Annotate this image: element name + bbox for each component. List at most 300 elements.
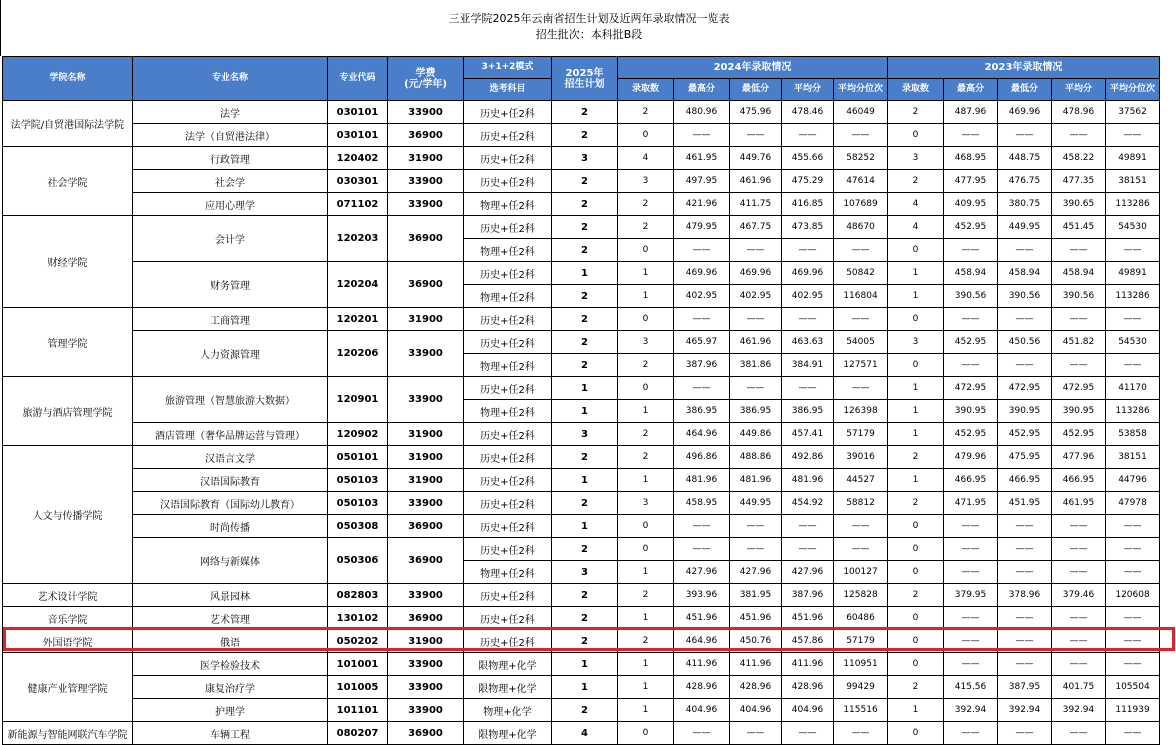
subject-requirement: 历史+任2科 bbox=[464, 262, 552, 285]
2024-min: 386.95 bbox=[730, 400, 782, 423]
plan-count: 1 bbox=[552, 653, 618, 676]
header-mode: 3+1+2模式 bbox=[464, 57, 552, 79]
2024-avg-rank: 50842 bbox=[834, 262, 888, 285]
tuition-fee: 33900 bbox=[388, 331, 464, 377]
major-code: 120402 bbox=[328, 147, 388, 170]
2023-max: —— bbox=[944, 653, 998, 676]
2024-avg: 404.96 bbox=[782, 699, 834, 722]
header-code: 专业代码 bbox=[328, 57, 388, 101]
2023-avg: —— bbox=[1052, 354, 1106, 377]
plan-count: 1 bbox=[552, 515, 618, 538]
2023-admitted: 0 bbox=[888, 561, 944, 584]
2023-max: —— bbox=[944, 239, 998, 262]
subject-requirement: 历史+任2科 bbox=[464, 538, 552, 561]
major-code: 030101 bbox=[328, 101, 388, 124]
table-row bbox=[3, 538, 1176, 561]
2024-avg: 454.92 bbox=[782, 492, 834, 515]
2023-avg-rank: 38151 bbox=[1106, 446, 1160, 469]
header-2024-min: 最低分 bbox=[730, 79, 782, 101]
2024-avg: —— bbox=[782, 377, 834, 400]
2024-admitted: 1 bbox=[618, 561, 674, 584]
2024-avg: 463.63 bbox=[782, 331, 834, 354]
subject-requirement: 历史+任2科 bbox=[464, 607, 552, 630]
2023-min: 472.95 bbox=[998, 377, 1052, 400]
2023-avg: —— bbox=[1052, 630, 1106, 653]
major-code: 050202 bbox=[328, 630, 388, 653]
2023-min: —— bbox=[998, 561, 1052, 584]
2023-max: —— bbox=[944, 124, 998, 147]
2023-avg-rank: 54530 bbox=[1106, 216, 1160, 239]
table-row bbox=[3, 515, 1176, 538]
2023-max: 458.94 bbox=[944, 262, 998, 285]
plan-count: 2 bbox=[552, 584, 618, 607]
major-code: 120203 bbox=[328, 216, 388, 262]
2024-min: —— bbox=[730, 124, 782, 147]
college-name: 财经学院 bbox=[3, 216, 133, 308]
2024-max: —— bbox=[674, 239, 730, 262]
2024-avg: 386.95 bbox=[782, 400, 834, 423]
2024-avg: 457.86 bbox=[782, 630, 834, 653]
2024-avg: 469.96 bbox=[782, 262, 834, 285]
2023-avg-rank: 47978 bbox=[1106, 492, 1160, 515]
subject-requirement: 历史+任2科 bbox=[464, 515, 552, 538]
2024-admitted: 2 bbox=[618, 101, 674, 124]
2023-min: —— bbox=[998, 515, 1052, 538]
2024-min: —— bbox=[730, 239, 782, 262]
table-body bbox=[3, 101, 1176, 745]
2023-admitted: 1 bbox=[888, 377, 944, 400]
2023-min: 380.75 bbox=[998, 193, 1052, 216]
table-row bbox=[3, 147, 1176, 170]
2024-min: 381.95 bbox=[730, 584, 782, 607]
2023-min: 466.95 bbox=[998, 469, 1052, 492]
college-name: 社会学院 bbox=[3, 147, 133, 216]
major-code: 120206 bbox=[328, 331, 388, 377]
table-row bbox=[3, 423, 1176, 446]
2024-avg: 387.96 bbox=[782, 584, 834, 607]
2023-min: 387.95 bbox=[998, 676, 1052, 699]
2024-admitted: 1 bbox=[618, 285, 674, 308]
2023-avg: 379.46 bbox=[1052, 584, 1106, 607]
2024-min: 461.96 bbox=[730, 331, 782, 354]
2023-avg-rank: —— bbox=[1106, 124, 1160, 147]
plan-count: 2 bbox=[552, 446, 618, 469]
admission-table bbox=[2, 56, 1176, 745]
2023-max: 452.95 bbox=[944, 423, 998, 446]
table-row bbox=[3, 630, 1176, 653]
2024-min: 450.76 bbox=[730, 630, 782, 653]
2024-max: —— bbox=[674, 538, 730, 561]
2024-avg: —— bbox=[782, 722, 834, 745]
header-fee-unit: (元/学年) bbox=[404, 79, 447, 90]
2023-avg-rank: —— bbox=[1106, 722, 1160, 745]
2024-max: 481.96 bbox=[674, 469, 730, 492]
2023-admitted: 2 bbox=[888, 584, 944, 607]
major-name: 俄语 bbox=[133, 630, 328, 653]
plan-count: 2 bbox=[552, 492, 618, 515]
2023-admitted: 0 bbox=[888, 239, 944, 262]
2024-admitted: 3 bbox=[618, 492, 674, 515]
2024-avg: 473.85 bbox=[782, 216, 834, 239]
2024-avg-rank: —— bbox=[834, 515, 888, 538]
2023-admitted: 2 bbox=[888, 492, 944, 515]
2024-admitted: 4 bbox=[618, 147, 674, 170]
2023-min: —— bbox=[998, 653, 1052, 676]
2024-max: 387.96 bbox=[674, 354, 730, 377]
2024-avg-rank: —— bbox=[834, 722, 888, 745]
college-name: 外国语学院 bbox=[3, 630, 133, 653]
tuition-fee: 36900 bbox=[388, 216, 464, 262]
major-code: 050103 bbox=[328, 469, 388, 492]
2023-avg: 392.94 bbox=[1052, 699, 1106, 722]
2023-max: 472.95 bbox=[944, 377, 998, 400]
subject-requirement: 历史+任2科 bbox=[464, 124, 552, 147]
major-code: 071102 bbox=[328, 193, 388, 216]
2023-min: 390.56 bbox=[998, 285, 1052, 308]
plan-count: 2 bbox=[552, 285, 618, 308]
2023-avg-rank: 113286 bbox=[1106, 400, 1160, 423]
header-2024-avg-rank: 平均分位次 bbox=[834, 79, 888, 101]
tuition-fee: 36900 bbox=[388, 722, 464, 745]
2023-avg-rank: —— bbox=[1106, 308, 1160, 331]
2024-avg: 492.86 bbox=[782, 446, 834, 469]
2024-avg: —— bbox=[782, 308, 834, 331]
2023-min: —— bbox=[998, 538, 1052, 561]
2024-avg-rank: 58812 bbox=[834, 492, 888, 515]
2024-max: 404.96 bbox=[674, 699, 730, 722]
2023-avg: —— bbox=[1052, 124, 1106, 147]
2023-admitted: 0 bbox=[888, 124, 944, 147]
header-college: 学院名称 bbox=[3, 57, 133, 101]
header-2024-admitted: 录取数 bbox=[618, 79, 674, 101]
2024-max: 428.96 bbox=[674, 676, 730, 699]
2024-admitted: 0 bbox=[618, 124, 674, 147]
table-row bbox=[3, 124, 1176, 147]
table-row bbox=[3, 492, 1176, 515]
major-name: 康复治疗学 bbox=[133, 676, 328, 699]
2023-avg-rank: —— bbox=[1106, 239, 1160, 262]
2023-avg: —— bbox=[1052, 515, 1106, 538]
2023-max: 390.56 bbox=[944, 285, 998, 308]
tuition-fee: 33900 bbox=[388, 584, 464, 607]
plan-count: 2 bbox=[552, 170, 618, 193]
subject-requirement: 限物理+化学 bbox=[464, 722, 552, 745]
2023-max: —— bbox=[944, 561, 998, 584]
2023-admitted: 1 bbox=[888, 400, 944, 423]
header-2023-avg-rank: 平均分位次 bbox=[1106, 79, 1160, 101]
2024-admitted: 3 bbox=[618, 331, 674, 354]
2023-avg-rank: —— bbox=[1106, 630, 1160, 653]
plan-count: 4 bbox=[552, 722, 618, 745]
2023-min: 378.96 bbox=[998, 584, 1052, 607]
tuition-fee: 36900 bbox=[388, 515, 464, 538]
2024-admitted: 1 bbox=[618, 400, 674, 423]
2023-admitted: 0 bbox=[888, 607, 944, 630]
2024-min: 428.96 bbox=[730, 676, 782, 699]
2024-max: 386.95 bbox=[674, 400, 730, 423]
table-row bbox=[3, 446, 1176, 469]
tuition-fee: 33900 bbox=[388, 676, 464, 699]
2024-avg-rank: 44527 bbox=[834, 469, 888, 492]
tuition-fee: 33900 bbox=[388, 193, 464, 216]
2024-avg-rank: —— bbox=[834, 124, 888, 147]
major-code: 130102 bbox=[328, 607, 388, 630]
header-plan-label: 招生计划 bbox=[565, 79, 605, 90]
table-row bbox=[3, 653, 1176, 676]
major-name: 时尚传播 bbox=[133, 515, 328, 538]
2023-min: 392.94 bbox=[998, 699, 1052, 722]
2023-admitted: 0 bbox=[888, 515, 944, 538]
2024-admitted: 2 bbox=[618, 354, 674, 377]
2024-min: 461.96 bbox=[730, 170, 782, 193]
college-name: 健康产业管理学院 bbox=[3, 653, 133, 722]
tuition-fee: 31900 bbox=[388, 423, 464, 446]
2024-admitted: 0 bbox=[618, 308, 674, 331]
2024-min: 449.95 bbox=[730, 492, 782, 515]
2023-admitted: 1 bbox=[888, 469, 944, 492]
2024-min: 411.96 bbox=[730, 653, 782, 676]
tuition-fee: 31900 bbox=[388, 308, 464, 331]
plan-count: 2 bbox=[552, 193, 618, 216]
2024-avg-rank: 48670 bbox=[834, 216, 888, 239]
subject-requirement: 历史+任2科 bbox=[464, 101, 552, 124]
table-row bbox=[3, 584, 1176, 607]
2023-min: —— bbox=[998, 308, 1052, 331]
subject-requirement: 物理+任2科 bbox=[464, 354, 552, 377]
2024-avg-rank: 107689 bbox=[834, 193, 888, 216]
major-name: 法学（自贸港法律） bbox=[133, 124, 328, 147]
2023-avg-rank: —— bbox=[1106, 561, 1160, 584]
2023-avg: —— bbox=[1052, 561, 1106, 584]
2023-min: 390.95 bbox=[998, 400, 1052, 423]
2024-admitted: 2 bbox=[618, 193, 674, 216]
plan-count: 3 bbox=[552, 561, 618, 584]
major-name: 汉语言文学 bbox=[133, 446, 328, 469]
header-2023-admitted: 录取数 bbox=[888, 79, 944, 101]
2024-avg: 428.96 bbox=[782, 676, 834, 699]
2024-admitted: 2 bbox=[618, 446, 674, 469]
2024-admitted: 1 bbox=[618, 676, 674, 699]
major-name: 酒店管理（奢华品牌运营与管理） bbox=[133, 423, 328, 446]
tuition-fee: 36900 bbox=[388, 262, 464, 308]
header-2023-max: 最高分 bbox=[944, 79, 998, 101]
2023-max: 477.95 bbox=[944, 170, 998, 193]
2023-min: 475.95 bbox=[998, 446, 1052, 469]
2024-max: 479.95 bbox=[674, 216, 730, 239]
2023-avg: —— bbox=[1052, 538, 1106, 561]
major-name: 车辆工程 bbox=[133, 722, 328, 745]
2023-avg: —— bbox=[1052, 308, 1106, 331]
2024-admitted: 1 bbox=[618, 699, 674, 722]
2023-avg-rank: —— bbox=[1106, 354, 1160, 377]
2024-min: 427.96 bbox=[730, 561, 782, 584]
2023-avg: —— bbox=[1052, 653, 1106, 676]
table-row bbox=[3, 193, 1176, 216]
2023-avg: 478.96 bbox=[1052, 101, 1106, 124]
admission-batch: 招生批次：本科批B段 bbox=[1, 26, 1176, 42]
2023-admitted: 4 bbox=[888, 193, 944, 216]
2024-avg-rank: 60486 bbox=[834, 607, 888, 630]
2024-admitted: 1 bbox=[618, 262, 674, 285]
major-name: 汉语国际教育（国际幼儿教育） bbox=[133, 492, 328, 515]
2024-avg-rank: 46049 bbox=[834, 101, 888, 124]
2023-max: 409.95 bbox=[944, 193, 998, 216]
tuition-fee: 33900 bbox=[388, 101, 464, 124]
2023-avg: 390.65 bbox=[1052, 193, 1106, 216]
2023-max: 452.95 bbox=[944, 216, 998, 239]
subject-requirement: 历史+任2科 bbox=[464, 584, 552, 607]
2023-min: 450.56 bbox=[998, 331, 1052, 354]
plan-count: 3 bbox=[552, 423, 618, 446]
2023-avg-rank: 49891 bbox=[1106, 262, 1160, 285]
major-name: 会计学 bbox=[133, 216, 328, 262]
2023-max: 390.95 bbox=[944, 400, 998, 423]
2024-min: —— bbox=[730, 538, 782, 561]
college-name: 法学院/自贸港国际法学院 bbox=[3, 101, 133, 147]
plan-count: 2 bbox=[552, 354, 618, 377]
2024-min: 469.96 bbox=[730, 262, 782, 285]
college-name: 人文与传播学院 bbox=[3, 446, 133, 584]
2023-max: —— bbox=[944, 607, 998, 630]
2024-avg: —— bbox=[782, 515, 834, 538]
plan-count: 1 bbox=[552, 400, 618, 423]
2024-avg: —— bbox=[782, 239, 834, 262]
plan-count: 2 bbox=[552, 239, 618, 262]
2023-min: —— bbox=[998, 124, 1052, 147]
2023-avg-rank: 44796 bbox=[1106, 469, 1160, 492]
2023-max: —— bbox=[944, 722, 998, 745]
2024-admitted: 1 bbox=[618, 653, 674, 676]
major-code: 050101 bbox=[328, 446, 388, 469]
2023-avg-rank: 38151 bbox=[1106, 170, 1160, 193]
major-name: 人力资源管理 bbox=[133, 331, 328, 377]
plan-count: 2 bbox=[552, 124, 618, 147]
table-row bbox=[3, 469, 1176, 492]
major-name: 应用心理学 bbox=[133, 193, 328, 216]
2023-avg: —— bbox=[1052, 239, 1106, 262]
college-name: 旅游与酒店管理学院 bbox=[3, 377, 133, 446]
subject-requirement: 物理+任2科 bbox=[464, 561, 552, 584]
2023-avg-rank: 113286 bbox=[1106, 285, 1160, 308]
major-code: 120201 bbox=[328, 308, 388, 331]
2024-admitted: 3 bbox=[618, 170, 674, 193]
major-code: 120902 bbox=[328, 423, 388, 446]
subject-requirement: 历史+任2科 bbox=[464, 492, 552, 515]
table-title: 三亚学院2025年云南省招生计划及近两年录取情况一览表 bbox=[1, 10, 1176, 26]
2023-avg: 390.56 bbox=[1052, 285, 1106, 308]
subject-requirement: 历史+任2科 bbox=[464, 147, 552, 170]
major-name: 护理学 bbox=[133, 699, 328, 722]
2023-avg: 461.95 bbox=[1052, 492, 1106, 515]
2024-avg: 451.96 bbox=[782, 607, 834, 630]
subject-requirement: 限物理+化学 bbox=[464, 676, 552, 699]
2023-admitted: 0 bbox=[888, 538, 944, 561]
2023-admitted: 3 bbox=[888, 331, 944, 354]
2023-max: 466.95 bbox=[944, 469, 998, 492]
subject-requirement: 限物理+化学 bbox=[464, 653, 552, 676]
2024-admitted: 2 bbox=[618, 216, 674, 239]
2023-min: 448.75 bbox=[998, 147, 1052, 170]
2024-max: 496.86 bbox=[674, 446, 730, 469]
2024-avg: —— bbox=[782, 538, 834, 561]
2023-max: —— bbox=[944, 538, 998, 561]
2024-max: —— bbox=[674, 377, 730, 400]
2024-avg-rank: 58252 bbox=[834, 147, 888, 170]
major-name: 风景园林 bbox=[133, 584, 328, 607]
header-2024-avg: 平均分 bbox=[782, 79, 834, 101]
2024-avg-rank: —— bbox=[834, 538, 888, 561]
2024-avg-rank: 110951 bbox=[834, 653, 888, 676]
2024-admitted: 0 bbox=[618, 377, 674, 400]
2024-min: —— bbox=[730, 515, 782, 538]
2023-avg: 458.22 bbox=[1052, 147, 1106, 170]
tuition-fee: 33900 bbox=[388, 377, 464, 423]
major-name: 行政管理 bbox=[133, 147, 328, 170]
subject-requirement: 历史+任2科 bbox=[464, 469, 552, 492]
2023-min: 451.95 bbox=[998, 492, 1052, 515]
2024-avg: 402.95 bbox=[782, 285, 834, 308]
college-name: 音乐学院 bbox=[3, 607, 133, 630]
2023-avg-rank: —— bbox=[1106, 653, 1160, 676]
2024-admitted: 1 bbox=[618, 607, 674, 630]
major-code: 101001 bbox=[328, 653, 388, 676]
2024-max: 393.96 bbox=[674, 584, 730, 607]
tuition-fee: 33900 bbox=[388, 492, 464, 515]
2024-avg: 411.96 bbox=[782, 653, 834, 676]
2024-avg-rank: 99429 bbox=[834, 676, 888, 699]
tuition-fee: 31900 bbox=[388, 630, 464, 653]
header-fee bbox=[388, 57, 464, 101]
2023-avg-rank: —— bbox=[1106, 515, 1160, 538]
2023-avg-rank: —— bbox=[1106, 607, 1160, 630]
2024-max: 411.96 bbox=[674, 653, 730, 676]
2023-min: 458.94 bbox=[998, 262, 1052, 285]
2023-avg-rank: 49891 bbox=[1106, 147, 1160, 170]
major-code: 080207 bbox=[328, 722, 388, 745]
major-code: 082803 bbox=[328, 584, 388, 607]
2023-avg: 477.35 bbox=[1052, 170, 1106, 193]
2024-min: 481.96 bbox=[730, 469, 782, 492]
major-code: 030301 bbox=[328, 170, 388, 193]
2023-admitted: 4 bbox=[888, 216, 944, 239]
plan-count: 3 bbox=[552, 147, 618, 170]
header-plan-year: 2025年 bbox=[566, 68, 604, 79]
table-row bbox=[3, 722, 1176, 745]
2024-max: 402.95 bbox=[674, 285, 730, 308]
2024-max: 427.96 bbox=[674, 561, 730, 584]
table-row bbox=[3, 216, 1176, 239]
tuition-fee: 36900 bbox=[388, 124, 464, 147]
2024-avg-rank: —— bbox=[834, 239, 888, 262]
2024-max: 480.96 bbox=[674, 101, 730, 124]
major-code: 101005 bbox=[328, 676, 388, 699]
2023-max: —— bbox=[944, 354, 998, 377]
2024-max: 464.96 bbox=[674, 630, 730, 653]
2023-max: 487.96 bbox=[944, 101, 998, 124]
2024-max: 461.95 bbox=[674, 147, 730, 170]
2023-admitted: 0 bbox=[888, 653, 944, 676]
2023-max: 479.96 bbox=[944, 446, 998, 469]
2023-admitted: 1 bbox=[888, 285, 944, 308]
2024-min: —— bbox=[730, 722, 782, 745]
2023-admitted: 2 bbox=[888, 676, 944, 699]
2024-avg-rank: 127571 bbox=[834, 354, 888, 377]
2024-avg: 478.46 bbox=[782, 101, 834, 124]
2024-avg: —— bbox=[782, 124, 834, 147]
plan-count: 2 bbox=[552, 630, 618, 653]
2024-avg-rank: 47614 bbox=[834, 170, 888, 193]
tuition-fee: 36900 bbox=[388, 538, 464, 584]
